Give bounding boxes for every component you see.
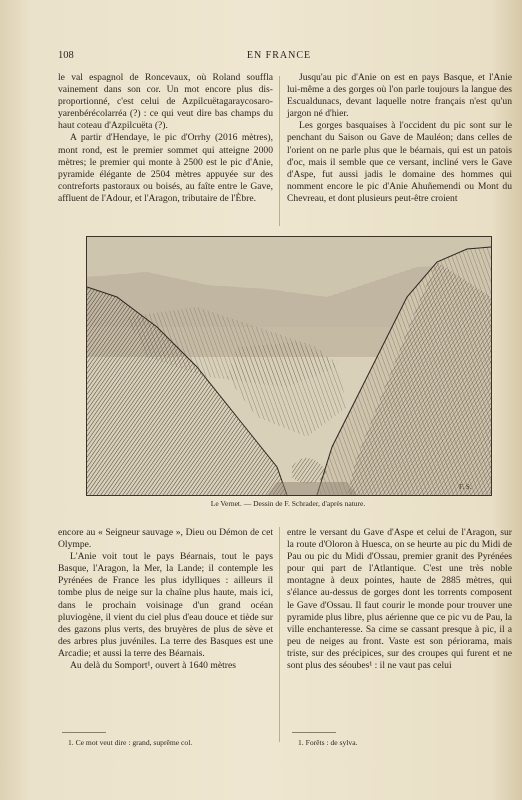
paragraph: Jusqu'au pic d'Anie on est en pays Basque, et l'Anie lui-même a des gorges où l'on parle toujours la langue des Escualdunacs, devant laquelle notre français n'est qu'un jargon né d'hier. [287, 72, 512, 120]
footnote-rule [292, 732, 336, 733]
mountain-engraving [87, 237, 491, 495]
paragraph: le val espagnol de Roncevaux, où Roland souffla vainement dans son cor. Un mot encore plus disproportionné, c'est celui de Azpilcuëtagaraycosaroyarenbérécolarréa (?) : ce qui veut dire bas champs du haut coteau d'Azpilcuëta (?). [58, 72, 273, 132]
paragraph: A partir d'Hendaye, le pic d'Orrhy (2016 mètres), mont rond, est le premier sommet qui atteigne 2000 mètres; le premier qui monte à 2500 est le pic d'Anie, pyramide élégante de 2504 mètres appuyée sur des contreforts pastoraux ou boisés, au faîte entre le Gave, affluent de l'Adour, et l'Aragon, tributaire de l'Èbre. [58, 132, 273, 204]
column-rule [279, 527, 280, 742]
engraving-illustration [86, 236, 492, 496]
column-top-right [287, 72, 512, 205]
footnote-left: 1. Ce mot veut dire : grand, suprême col. [68, 738, 193, 747]
artist-signature: F. S. [459, 483, 472, 491]
running-header [58, 50, 500, 64]
footnote-rule [62, 732, 106, 733]
column-top-left [58, 72, 273, 205]
figure-caption: Le Vernet. — Dessin de F. Schrader, d'après nature. [210, 499, 366, 508]
paragraph: encore au « Seigneur sauvage », Dieu ou Démon de cet Olympe. [58, 527, 273, 551]
page-number: 108 [58, 50, 74, 61]
column-rule [279, 76, 280, 226]
paragraph: L'Anie voit tout le pays Béarnais, tout le pays Basque, l'Aragon, la Mer, la Lande; il contemple les Pyrénées de France les plus idylliques : ailleurs il tombe plus de neige sur la chaîne plus haute, mais ici, dans le prochain voisinage d'un grand océan pluviogène, il vient du ciel plus d'eau douce et tiède sur des gazons plus verts, des bruyères de plus de sève et des arbres plus juvéniles. La terre des Basques est une Arcadie; et aussi la terre des Béarnais. [58, 551, 273, 659]
paragraph: Les gorges basquaises à l'occident du pic sont sur le penchant du Saison ou Gave de Mauléon; dans celles de l'orient on ne parle plus que le béarnais, qui est un patois d'oc, mais il semble que ce versant, incliné vers le Gave d'Aspe, fut aussi jadis le domaine des hommes qui nomment encore le pic d'Anie Ahuñemendi ou Mont du Chevreau, et dont plusieurs peut-être croient [287, 120, 512, 204]
paragraph: entre le versant du Gave d'Aspe et celui de l'Aragon, sur la route d'Oloron à Huesca, on se heurte au pic du Midi de Pau ou pic du Midi d'Ossau, premier granit des Pyrénées pour qui part de l'Atlantique. C'est une très noble montagne à deux pointes, haute de 2885 mètres, qui s'élance au-dessus de gorges dont les torrents composent le Gave d'Ossau. Il faut courir le monde pour trouver une pyramide plus libre, plus aérienne que ce pic vu de Pau, la ville enchanteresse. Sa cime se cassant presque à pic, il a peu de neiges au front. Vaste est son périorama, mais triste, sur des précipices, sur des croupes qui furent et ne sont plus des séoubes¹ : il ne vaut pas celui [287, 527, 512, 672]
paragraph: Au delà du Somport¹, ouvert à 1640 mètres [70, 660, 236, 672]
column-bottom-left [58, 527, 273, 672]
running-title: EN FRANCE [246, 50, 312, 61]
column-bottom-right [287, 527, 512, 672]
footnote-right: 1. Forêts : de sylva. [298, 738, 358, 747]
